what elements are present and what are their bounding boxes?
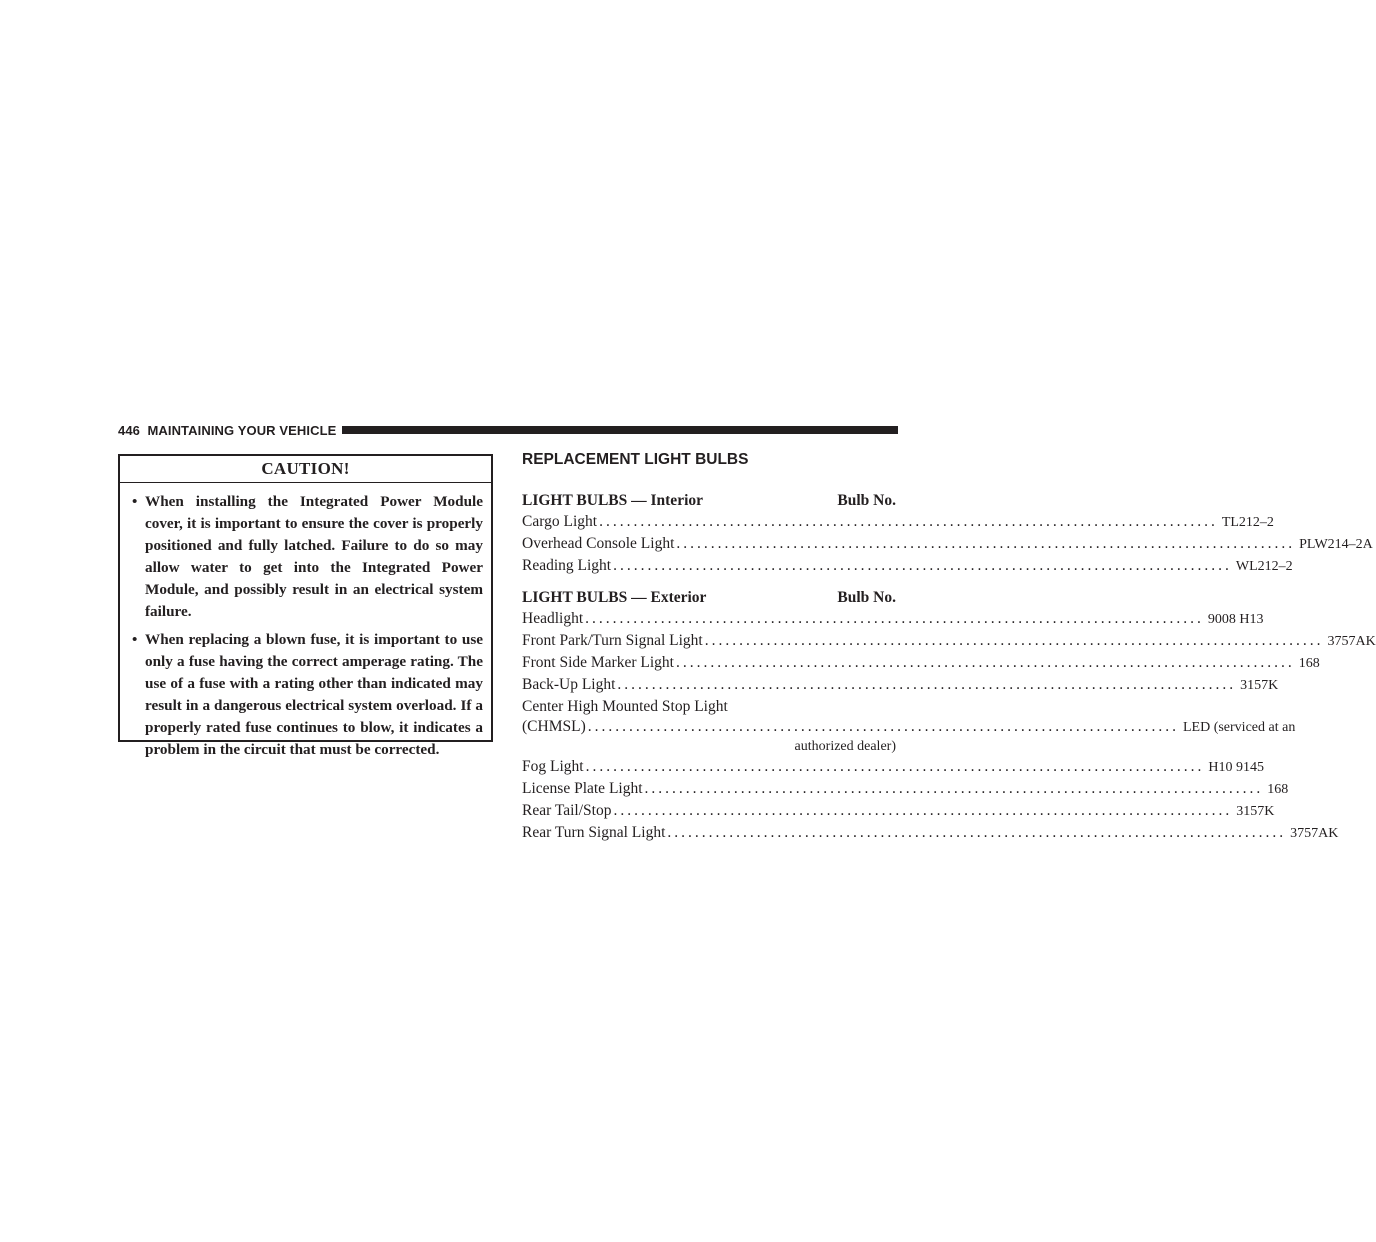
bulb-number: 168 xyxy=(1298,656,1320,671)
bulb-label: License Plate Light xyxy=(522,780,643,797)
dot-leader: .......................................................................................... xyxy=(676,535,1296,552)
caution-list xyxy=(120,483,491,761)
bulb-label: Overhead Console Light xyxy=(522,535,675,552)
bulb-row xyxy=(522,778,1289,800)
bulb-label: Back-Up Light xyxy=(522,676,616,693)
bullet-icon: • xyxy=(132,631,138,648)
caution-item xyxy=(132,629,483,761)
bulb-label: (CHMSL) xyxy=(522,718,586,735)
page-number: 446 xyxy=(118,422,140,438)
bulb-label: Front Side Marker Light xyxy=(522,654,674,671)
caution-text: When replacing a blown fuse, it is important to use only a fuse having the correct amperage rating. The use of a fuse with a rating other than indicated may result in a dangerous electrical system overload. If a properly rated fuse continues to blow, it indicates a problem in the circuit that must be corrected. xyxy=(145,631,483,758)
caution-title: CAUTION! xyxy=(120,456,491,483)
bulb-label: Reading Light xyxy=(522,557,612,574)
dot-leader: .......................................................................................... xyxy=(585,610,1204,627)
exterior-rows xyxy=(522,608,1376,696)
bulb-row xyxy=(522,555,1293,577)
bulb-number: 9008 H13 xyxy=(1207,612,1264,627)
dot-leader: ...................................................................................... xyxy=(587,718,1179,735)
caution-text: When installing the Integrated Power Module cover, it is important to ensure the cover is properly positioned and fully latched. Failure to do so may allow water to get into the Integrated Power Module, and possibly result in an electrical system failure. xyxy=(145,493,483,620)
bulb-label: Rear Turn Signal Light xyxy=(522,824,666,841)
dot-leader: .......................................................................................... xyxy=(675,654,1295,671)
bullet-icon: • xyxy=(132,493,138,510)
bulb-label: Cargo Light xyxy=(522,513,598,530)
caution-box xyxy=(118,454,493,758)
exterior-heading: LIGHT BULBS — Exterior xyxy=(522,589,707,606)
dot-leader: .......................................................................................... xyxy=(667,824,1287,841)
interior-bulb-table xyxy=(522,490,1373,577)
bulb-label: Headlight xyxy=(522,610,584,627)
running-head xyxy=(118,423,342,438)
chmsl-label-line: Center High Mounted Stop Light xyxy=(522,698,728,715)
dot-leader: .......................................................................................... xyxy=(599,513,1218,530)
section-title: MAINTAINING YOUR VEHICLE xyxy=(147,422,337,438)
bulb-number: WL212–2 xyxy=(1235,559,1293,574)
bulb-number: 3157K xyxy=(1240,678,1279,693)
dot-leader: .......................................................................................... xyxy=(613,802,1233,819)
bulb-row xyxy=(522,511,1274,533)
bulb-number: TL212–2 xyxy=(1221,515,1274,530)
bulb-number: H10 9145 xyxy=(1208,760,1264,775)
bulb-label: Rear Tail/Stop xyxy=(522,802,612,819)
bulbs-section-title: REPLACEMENT LIGHT BULBS xyxy=(522,451,749,468)
bulb-row xyxy=(522,674,1279,696)
interior-rows xyxy=(522,511,1373,577)
interior-table-header xyxy=(522,490,896,511)
bulb-no-column-label: Bulb No. xyxy=(837,492,896,509)
bulb-row xyxy=(522,800,1275,822)
exterior-rows xyxy=(522,756,1339,844)
header-rule xyxy=(342,426,898,434)
bulb-row xyxy=(522,822,1339,844)
bulb-number: LED (serviced at an xyxy=(1182,720,1296,735)
bulb-number-continued: authorized dealer) xyxy=(794,739,896,754)
bulb-number: 168 xyxy=(1267,782,1289,797)
dot-leader: .......................................................................................... xyxy=(644,780,1264,797)
bulb-row xyxy=(522,630,1376,652)
exterior-bulb-table xyxy=(522,587,1376,844)
bulb-row xyxy=(522,533,1373,555)
bulb-row xyxy=(522,608,1264,630)
exterior-table-header xyxy=(522,587,896,608)
bulb-label: Front Park/Turn Signal Light xyxy=(522,632,703,649)
bulb-number: 3757AK xyxy=(1290,826,1339,841)
bulb-number: 3157K xyxy=(1236,804,1275,819)
bulb-row xyxy=(522,756,1264,778)
interior-heading: LIGHT BULBS — Interior xyxy=(522,492,704,509)
dot-leader: .......................................................................................... xyxy=(704,632,1324,649)
dot-leader: .......................................................................................... xyxy=(617,676,1237,693)
dot-leader: .......................................................................................... xyxy=(585,758,1205,775)
bulb-no-column-label: Bulb No. xyxy=(837,589,896,606)
dot-leader: .......................................................................................... xyxy=(613,557,1232,574)
bulb-row xyxy=(522,717,1296,737)
bulb-label: Fog Light xyxy=(522,758,584,775)
caution-item xyxy=(132,491,483,623)
bulb-number: PLW214–2A xyxy=(1299,537,1373,552)
bulb-row xyxy=(522,652,1320,674)
page-header xyxy=(118,421,898,439)
bulb-number: 3757AK xyxy=(1327,634,1376,649)
